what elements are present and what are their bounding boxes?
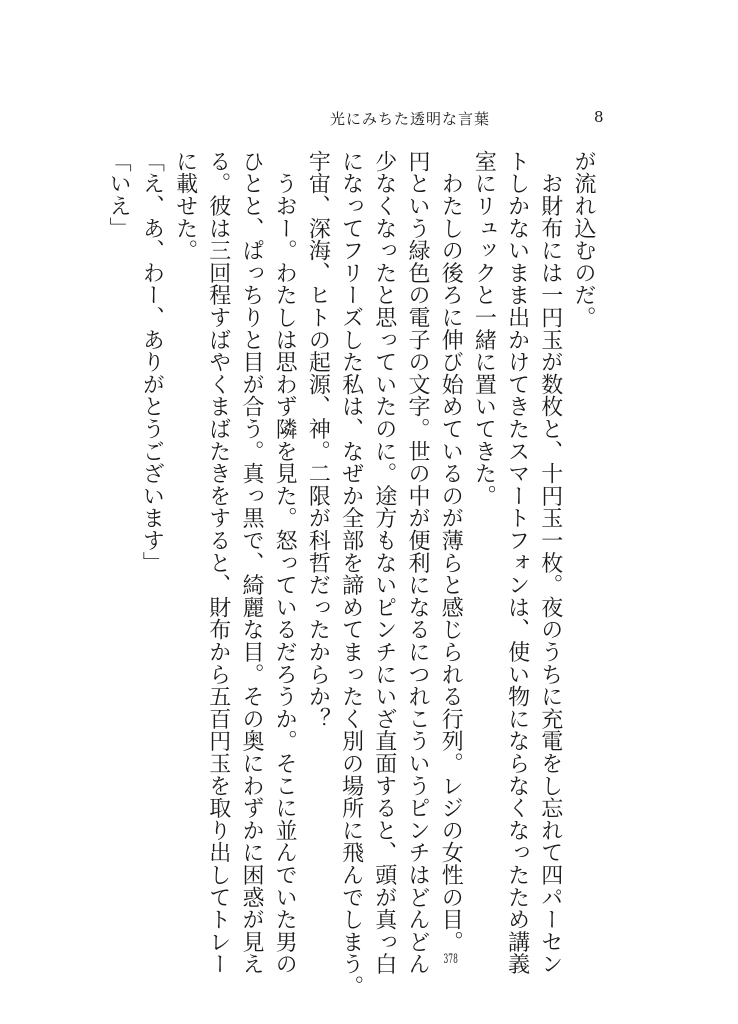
- running-title: 光にみちた透明な言葉: [330, 110, 491, 128]
- text-line: が流れ込むのだ。: [571, 150, 596, 329]
- text-line: トしかないまま出かけてきたスマートフォンは、使い物にならなくなったため講義: [504, 150, 530, 976]
- text-line: 宇宙、深海、ヒトの起源、神。二限が科哲だったからか？: [305, 150, 331, 730]
- text-line: 室にリュックと一緒に置いてきた。: [471, 150, 497, 507]
- vertical-body-text: [102, 150, 600, 998]
- text-line-segment: わたしの後ろに伸び始めているのが薄らと感じられる行列。レジの女性の目。: [438, 150, 464, 953]
- text-line: 少なくなったと思っていたのに。途方もないピンチにいざ直面すると、頭が真っ白: [371, 150, 397, 976]
- text-line: 「え、あ、わー、ありがとうございます」: [139, 150, 165, 574]
- text-line: お財布には一円玉が数枚と、十円玉一枚。夜のうちに充電をし忘れて四パーセン: [537, 150, 563, 976]
- text-line: 「いえ」: [106, 150, 132, 240]
- text-line: [434, 150, 467, 966]
- text-line: になってフリーズした私は、なぜか全部を諦めてまったく別の場所に飛んでしまう。: [338, 150, 364, 998]
- inline-number: 378: [443, 952, 458, 966]
- text-line: に載せた。: [172, 150, 198, 262]
- page-number: 8: [594, 108, 604, 126]
- text-line: うおー。わたしは思わず隣を見た。怒っているだろうか。そこに並んでいた男の: [272, 150, 298, 976]
- text-line: る。彼は三回程すばやくまばたきをすると、財布から五百円玉を取り出してトレー: [205, 150, 231, 976]
- text-line: 円という緑色の電子の文字。世の中が便利になるにつれこういうピンチはどんどん: [404, 150, 430, 976]
- text-line: ひとと、ぱっちりと目が合う。真っ黒で、綺麗な目。その奥にわずかに困惑が見え: [238, 150, 264, 976]
